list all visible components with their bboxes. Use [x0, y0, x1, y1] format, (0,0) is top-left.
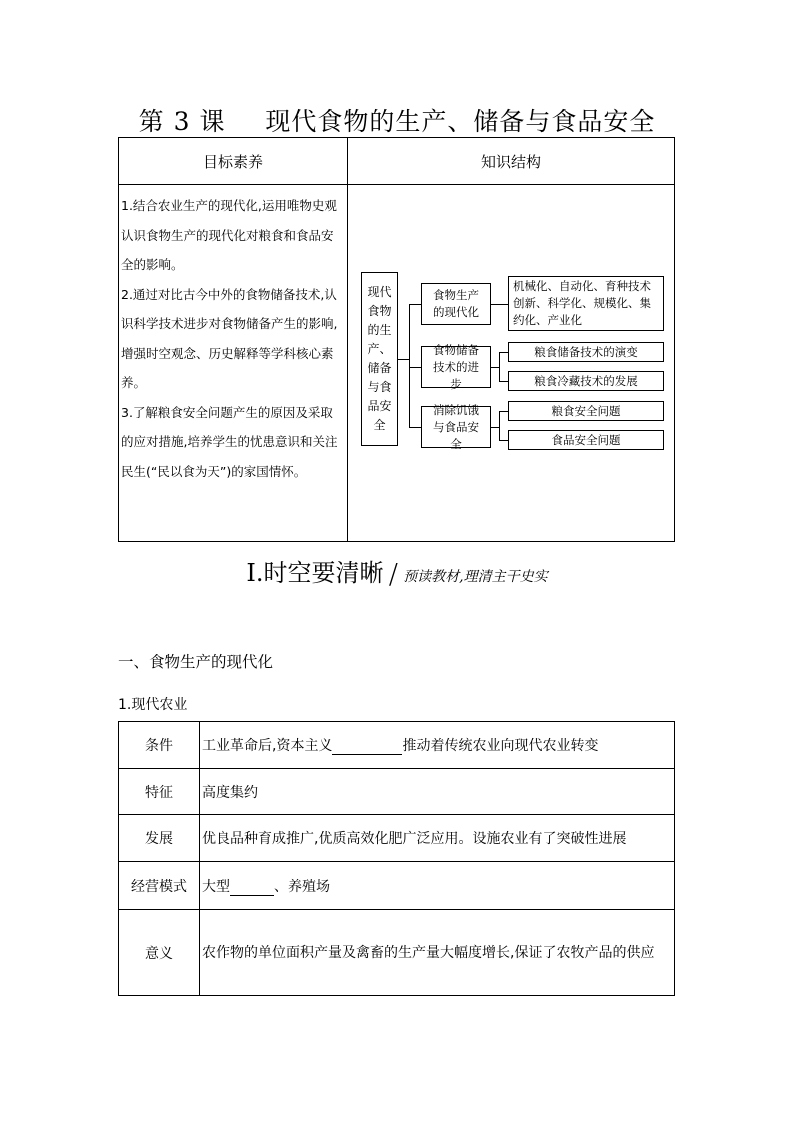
- goals-cell: [119, 185, 348, 542]
- row-key: 意义: [119, 910, 200, 996]
- row-value: 农作物的单位面积产量及禽畜的生产量大幅度增长,保证了农牧产品的供应: [200, 910, 675, 996]
- leaf-grain-refrigeration: 粮食冷藏技术的发展: [508, 371, 664, 391]
- branch-food-safety: 消除饥饿与食品安全: [421, 406, 491, 448]
- title-text: 现代食物的生产、储备与食品安全: [265, 107, 656, 136]
- value-text: 推动着传统农业向现代农业转变: [402, 738, 599, 754]
- branch-food-storage: 食物储备技术的进步: [421, 346, 491, 388]
- section-banner: [0, 553, 794, 590]
- heading-food-production: 一、食物生产的现代化: [118, 653, 274, 671]
- row-key: 经营模式: [119, 862, 200, 910]
- fill-blank[interactable]: [332, 738, 402, 755]
- goals-header: 目标素养: [119, 138, 348, 185]
- knowledge-structure-diagram: [348, 185, 674, 541]
- leaf-grain-security: 粮食安全问题: [508, 401, 664, 421]
- row-key: 发展: [119, 815, 200, 862]
- structure-root: 现代食物的生产、储备与食品安全: [361, 272, 398, 446]
- row-value: 高度集约: [200, 769, 675, 815]
- value-text: 大型: [202, 878, 230, 895]
- goal-item: 2.通过对比古今中外的食物储备技术,认识科学技术进步对食物储备产生的影响,增强时空观念、历史解释等学科核心素养。: [121, 286, 338, 390]
- section-title: Ⅰ.时空要清晰: [246, 559, 384, 587]
- section-subtitle: 预读教材,理清主干史实: [403, 569, 548, 585]
- row-value: 优良品种育成推广,优质高效化肥广泛应用。设施农业有了突破性进展: [200, 815, 675, 862]
- heading-modern-agriculture: 1.现代农业: [118, 697, 188, 713]
- row-key: 条件: [119, 722, 200, 769]
- row-value: [200, 862, 675, 910]
- table-row: [119, 769, 675, 815]
- value-text: 工业革命后,资本主义: [202, 738, 333, 754]
- slash-divider: /: [388, 557, 399, 590]
- goals-structure-table: [118, 137, 675, 542]
- table-row: [119, 862, 675, 910]
- leaf-grain-storage: 粮食储备技术的演变: [508, 342, 664, 362]
- lesson-title: [0, 102, 794, 138]
- leaf-modernization: 机械化、自动化、育种技术创新、科学化、规模化、集约化、产业化: [508, 276, 664, 331]
- table-row: [119, 722, 675, 769]
- modern-agriculture-table: [118, 721, 675, 996]
- row-value: [200, 722, 675, 769]
- fill-blank[interactable]: [230, 879, 274, 896]
- goal-item: 1.结合农业生产的现代化,运用唯物史观认识食物生产的现代化对粮食和食品安全的影响。: [121, 198, 337, 272]
- leaf-food-safety: 食品安全问题: [508, 430, 664, 450]
- branch-food-production: 食物生产的现代化: [421, 283, 491, 325]
- title-number: 3: [173, 107, 191, 136]
- table-row: [119, 815, 675, 862]
- title-prefix: 第: [138, 107, 165, 136]
- table-row: [119, 910, 675, 996]
- structure-header: 知识结构: [348, 138, 675, 185]
- row-key: 特征: [119, 769, 200, 815]
- goal-item: 3.了解粮食安全问题产生的原因及采取的应对措施,培养学生的忧患意识和关注民生(“民以食为天”)的家国情怀。: [121, 404, 338, 479]
- title-unit: 课: [199, 107, 226, 136]
- structure-cell: [348, 185, 675, 542]
- value-text: 、养殖场: [274, 878, 330, 895]
